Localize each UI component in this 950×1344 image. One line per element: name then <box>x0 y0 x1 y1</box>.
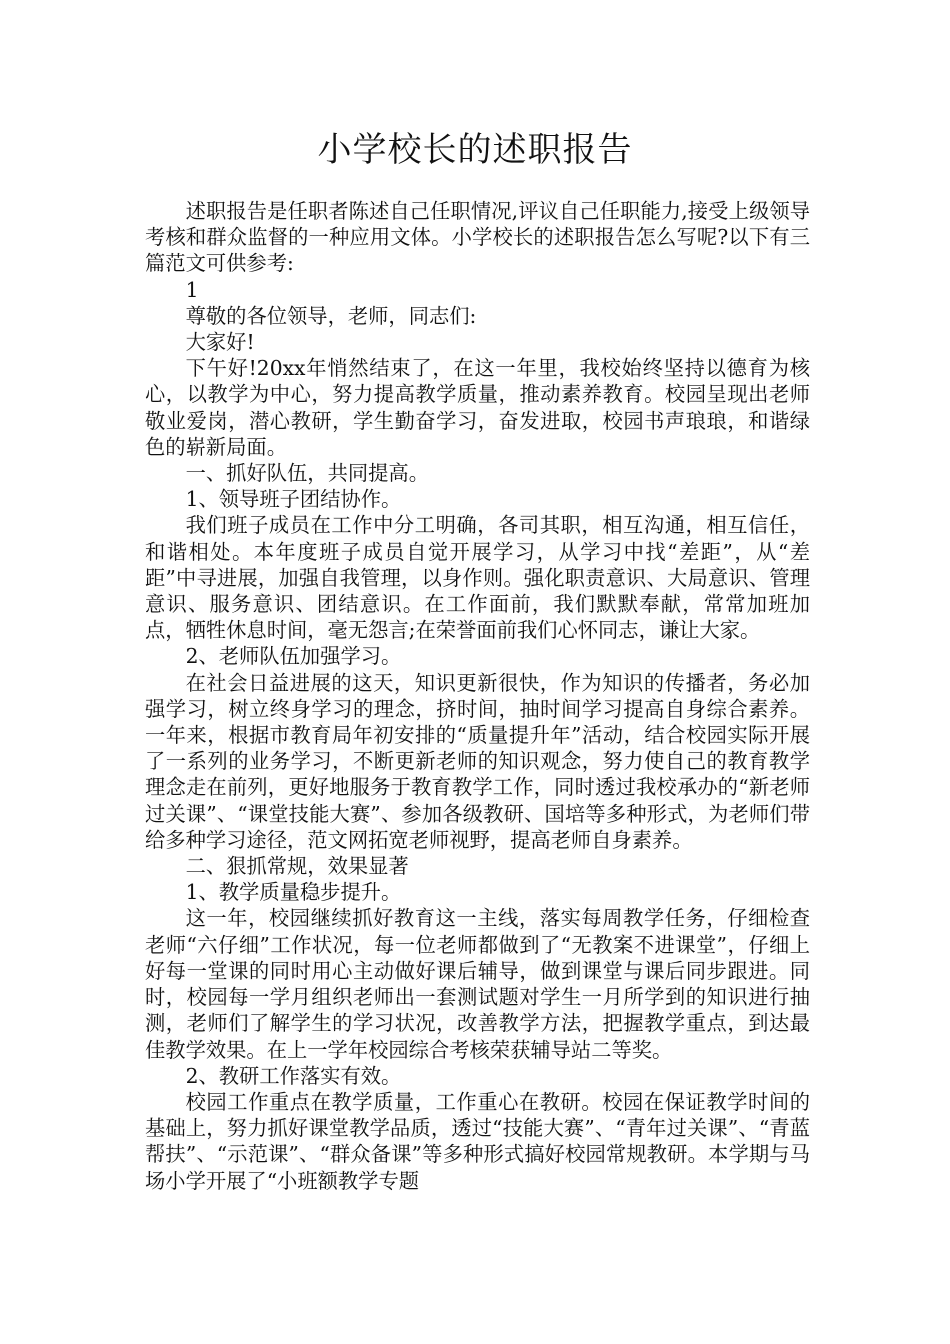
heading-part-one: 一、抓好队伍，共同提高。 <box>185 461 429 486</box>
document-title: 小学校长的述职报告 <box>317 130 633 170</box>
paragraph-opening: 下午好!20xx年悄然结束了，在这一年里，我校始终坚持以德育为核心，以教学为中心，努力提高教学质量，推动素养教育。校园呈现出老师敬业爱岗，潜心教研，学生勤奋学习，奋发进取，校园书声琅琅，和谐绿色的崭新局面。 <box>145 356 810 459</box>
subheading-teaching-quality: 1、教学质量稳步提升。 <box>185 880 402 905</box>
subheading-teacher-study: 2、老师队伍加强学习。 <box>185 644 402 669</box>
heading-part-two: 二、狠抓常规，效果显著 <box>185 854 409 879</box>
paragraph-intro: 述职报告是任职者陈述自己任职情况,评议自己任职能力,接受上级领导考核和群众监督的一种应用文体。小学校长的述职报告怎么写呢?以下有三篇范文可供参考: <box>145 199 810 276</box>
paragraph-teaching-quality: 这一年，校园继续抓好教育这一主线，落实每周教学任务，仔细检查老师“六仔细”工作状况，每一位老师都做到了“无教案不进课堂”，仔细上好每一堂课的同时用心主动做好课后辅导，做到课堂与课后同步跟进。同时，校园每一学月组织老师出一套测试题对学生一月所学到的知识进行抽测，老师们了解学生的学习状况，改善教学方法，把握教学重点，到达最佳教学效果。在上一学年校园综合考核荣获辅导站二等奖。 <box>145 906 810 1062</box>
document-body <box>145 198 810 1194</box>
paragraph-greeting: 大家好! <box>185 330 255 355</box>
paragraph-salutation: 尊敬的各位领导，老师，同志们: <box>185 303 477 328</box>
subheading-leadership: 1、领导班子团结协作。 <box>185 487 402 512</box>
paragraph-research: 校园工作重点在教学质量，工作重心在教研。校园在保证教学时间的基础上，努力抓好课堂教学品质，透过“技能大赛”、“青年过关课”、“青蓝帮扶”、“示范课”、“群众备课”等多种形式搞好校园常规教研。本学期与马场小学开展了“小班额教学专题 <box>145 1089 810 1193</box>
subheading-research: 2、教研工作落实有效。 <box>185 1063 402 1088</box>
paragraph-section-number: 1 <box>185 277 199 302</box>
paragraph-leadership: 我们班子成员在工作中分工明确，各司其职，相互沟通，相互信任，和谐相处。本年度班子成员自觉开展学习，从学习中找“差距”，从“差距”中寻进展，加强自我管理，以身作则。强化职责意识、大局意识、管理意识、服务意识、团结意识。在工作面前，我们默默奉献，常常加班加点，牺牲休息时间，毫无怨言;在荣誉面前我们心怀同志，谦让大家。 <box>145 513 810 643</box>
paragraph-teacher-study: 在社会日益进展的这天，知识更新很快，作为知识的传播者，务必加强学习，树立终身学习的理念，挤时间，抽时间学习提高自身综合素养。一年来，根据市教育局年初安排的“质量提升年”活动，结合校园实际开展了一系列的业务学习，不断更新老师的知识观念，努力使自己的教育教学理念走在前列，更好地服务于教育教学工作，同时透过我校承办的“新老师过关课”、“课堂技能大赛”、参加各级教研、国培等多种形式，为老师们带给多种学习途径，范文网拓宽老师视野，提高老师自身素养。 <box>145 670 810 852</box>
